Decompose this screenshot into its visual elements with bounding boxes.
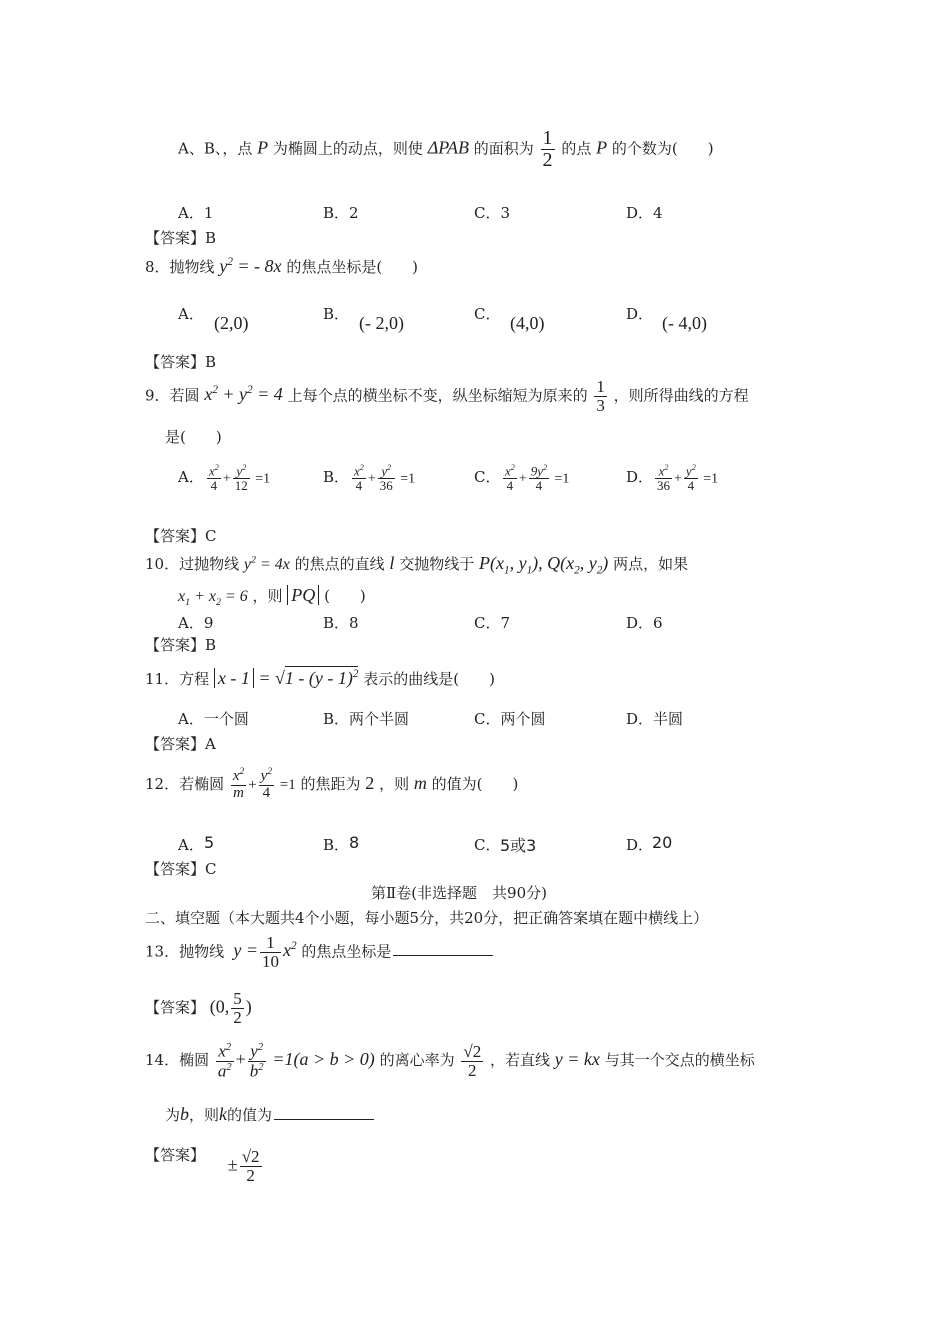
q12-ellipse: $\frac{x^2}{m}$ + $\frac{y^2}{4}$ =1 (232, 767, 296, 801)
q11-option-a: A．一个圆 (178, 710, 249, 728)
q10-paren: ( ) (324, 587, 366, 605)
q11-suffix: 表示的曲线是( ) (363, 670, 495, 688)
q11-option-b: B．两个半圆 (323, 710, 410, 728)
q7-text-a: A、B、，点 (178, 139, 253, 158)
q9-line2: 是( ) (165, 428, 222, 446)
q10-suffix: 两点，如果 (613, 555, 689, 573)
q7-option-a: A．1 (178, 204, 214, 222)
q9-third-fraction: $\frac{1}{3}$ (596, 377, 605, 415)
q7-text-c: 的面积为 (473, 139, 534, 158)
q8-option-d-value: (- 4,0) (662, 313, 707, 333)
q12-option-a-value: 5 (204, 833, 215, 852)
q8-option-c-letter: C． (474, 305, 501, 323)
q13-suffix: 的焦点坐标是 (301, 942, 392, 961)
q7-option-c: C．3 (474, 204, 511, 222)
q12-option-b-value: 8 (349, 833, 360, 852)
q9-option-b-letter: B． (323, 468, 350, 486)
q11-stem (145, 668, 495, 689)
q11-equation: x - 1 = √1 - (y - 1)$^2$ (214, 666, 359, 688)
q13-answer-label: 【答案】 (145, 998, 206, 1017)
q7-half-fraction: $\frac{1}{2}$ (542, 127, 553, 171)
q14-eccentricity: $\frac{√2}{2}$ (463, 1041, 482, 1080)
q12-option-a-letter: A． (178, 836, 204, 854)
q10-prefix: 10．过抛物线 (145, 555, 240, 573)
q13-answer (145, 990, 252, 1027)
q14-answer-pm: ± (227, 1154, 238, 1175)
q14-line2 (165, 1104, 374, 1125)
q12-var-m: m (413, 772, 427, 793)
q7-text-d: 的点 (561, 139, 592, 158)
q14-answer-label: 【答案】 (145, 1146, 206, 1164)
q9-prefix: 9．若圆 (145, 386, 200, 405)
q9-option-a-letter: A． (178, 468, 204, 486)
q12-option-c-value: 5或3 (500, 836, 537, 855)
q7-option-b: B．2 (323, 204, 359, 222)
q12-suffix: 的值为( ) (431, 774, 519, 793)
q7-option-d: D．4 (626, 204, 663, 222)
q14-suffix: 与其一个交点的横坐标 (604, 1051, 755, 1069)
q9-answer: 【答案】C (145, 527, 217, 545)
q11-prefix: 11．方程 (145, 670, 210, 688)
q8-option-b-value: (- 2,0) (359, 313, 404, 333)
q14-mid2: ，若直线 (489, 1051, 550, 1069)
q8-option-a-value: (2,0) (214, 313, 249, 333)
q8-stem (145, 256, 418, 277)
q9-option-b-formula: $\frac{x^2}{4}$ + $\frac{y^2}{36}$ =1 (354, 463, 416, 493)
q7-stem (178, 128, 714, 171)
q8-option-d-letter: D． (626, 305, 654, 323)
q9-circle-equation: $x^2 + y^2 = 4$ (204, 384, 283, 405)
q8-option-c-value: (4,0) (510, 313, 545, 333)
q12-stem (145, 768, 518, 802)
q9-option-d-formula: $\frac{x^2}{36}$ + $\frac{y^2}{4}$ =1 (657, 463, 719, 493)
q14-mid: 的离心率为 (379, 1051, 455, 1069)
q12-option-b-letter: B． (323, 836, 350, 854)
q10-stem (145, 553, 688, 577)
q14-stem (145, 1042, 755, 1080)
q12-answer: 【答案】C (145, 860, 217, 878)
q13-stem (145, 934, 493, 971)
q12-mid: 的焦距为 (300, 774, 361, 793)
q10-line2-suffix: ，则 (252, 587, 283, 605)
q12-option-d-letter: D． (626, 836, 654, 854)
q8-option-a-letter: A． (178, 305, 204, 323)
q8-prefix: 8．抛物线 (145, 258, 215, 276)
q9-suffix: ，则所得曲线的方程 (613, 386, 749, 405)
q10-line2 (178, 585, 366, 608)
q10-line-l: l (389, 553, 395, 573)
q13-equation: y = $\frac{1}{10}$ $x^2$ (228, 933, 297, 971)
q8-option-b-letter: B． (323, 305, 350, 323)
q9-option-c-letter: C． (474, 468, 501, 486)
q12-focal-length: 2 (365, 772, 375, 793)
q8-suffix: 的焦点坐标是( ) (286, 258, 419, 276)
q10-sum: $x_1 + x_2 = 6$ (178, 588, 248, 609)
q14-answer (145, 1144, 264, 1185)
q9-option-c-formula: $\frac{x^2}{4}$ + $\frac{9y^2}{4}$ =1 (505, 463, 570, 493)
q10-pq: PQ (287, 585, 319, 605)
q13-answer-blank[interactable] (393, 955, 493, 956)
q7-var-p2: P (596, 137, 608, 158)
q8-equation: $y^2$ = - 8x (219, 256, 282, 276)
q14-condition: =1(a > b > 0) (272, 1049, 375, 1069)
q9-option-a-formula: $\frac{x^2}{4}$ + $\frac{y^2}{12}$ =1 (209, 463, 271, 493)
q14-prefix: 14．椭圆 (145, 1051, 210, 1069)
q7-triangle: ΔPAB (427, 137, 469, 158)
q14-answer-fraction: $\frac{√2}{2}$ (241, 1147, 260, 1185)
q13-answer-open: (0, (209, 996, 230, 1017)
q12-option-c-letter: C． (474, 836, 501, 854)
q10-mid2: 交抛物线于 (399, 555, 475, 573)
q14-var-b: b (180, 1104, 190, 1124)
q14-line2c: 的值为 (227, 1106, 273, 1124)
q10-option-d: D．6 (626, 614, 663, 632)
q9-middle: 上每个点的横坐标不变，纵坐标缩短为原来的 (287, 386, 588, 405)
q8-answer: 【答案】B (145, 353, 217, 371)
section-heading: 二、填空题（本大题共4个小题，每小题5分，共20分，把正确答案填在题中横线上） (145, 909, 709, 927)
q7-text-b: 为椭圆上的动点，则使 (272, 139, 423, 158)
q11-option-d: D．半圆 (626, 710, 684, 728)
q13-prefix: 13．抛物线 (145, 942, 225, 961)
q14-ellipse: $\frac{x^2}{a^2}$ + $\frac{y^2}{b^2}$ (217, 1041, 264, 1081)
q10-mid1: 的焦点的直线 (294, 555, 385, 573)
q10-option-b: B．8 (323, 614, 359, 632)
q11-option-c: C．两个圆 (474, 710, 546, 728)
q13-answer-fraction: $\frac{5}{2}$ (233, 989, 242, 1027)
q11-answer: 【答案】A (145, 735, 216, 753)
q7-var-p: P (257, 137, 269, 158)
q14-line2b: ，则 (189, 1106, 220, 1124)
q10-option-a: A．9 (178, 614, 214, 632)
q12-option-d-value: 20 (652, 833, 673, 852)
q7-text-e: 的个数为( ) (611, 139, 714, 158)
q10-points: $P(x_1$, $y_1$), $Q(x_2$, $y_2$) (479, 553, 609, 577)
q13-answer-close: ) (245, 996, 252, 1017)
q14-var-k: k (219, 1104, 228, 1124)
section-title: 第Ⅱ卷(非选择题 共90分) (371, 884, 547, 902)
q14-answer-blank[interactable] (274, 1119, 374, 1120)
q10-parabola: $y^2 = 4x$ (243, 554, 290, 573)
q14-line2a: 为 (165, 1106, 181, 1124)
q9-option-d-letter: D． (626, 468, 654, 486)
q14-line-equation: y = kx (554, 1049, 600, 1069)
q12-prefix: 12．若椭圆 (145, 774, 225, 793)
q12-mid2: ，则 (379, 774, 410, 793)
q10-answer: 【答案】B (145, 636, 217, 654)
q10-option-c: C．7 (474, 614, 511, 632)
q9-stem (145, 378, 749, 415)
q7-answer: 【答案】B (145, 229, 217, 247)
